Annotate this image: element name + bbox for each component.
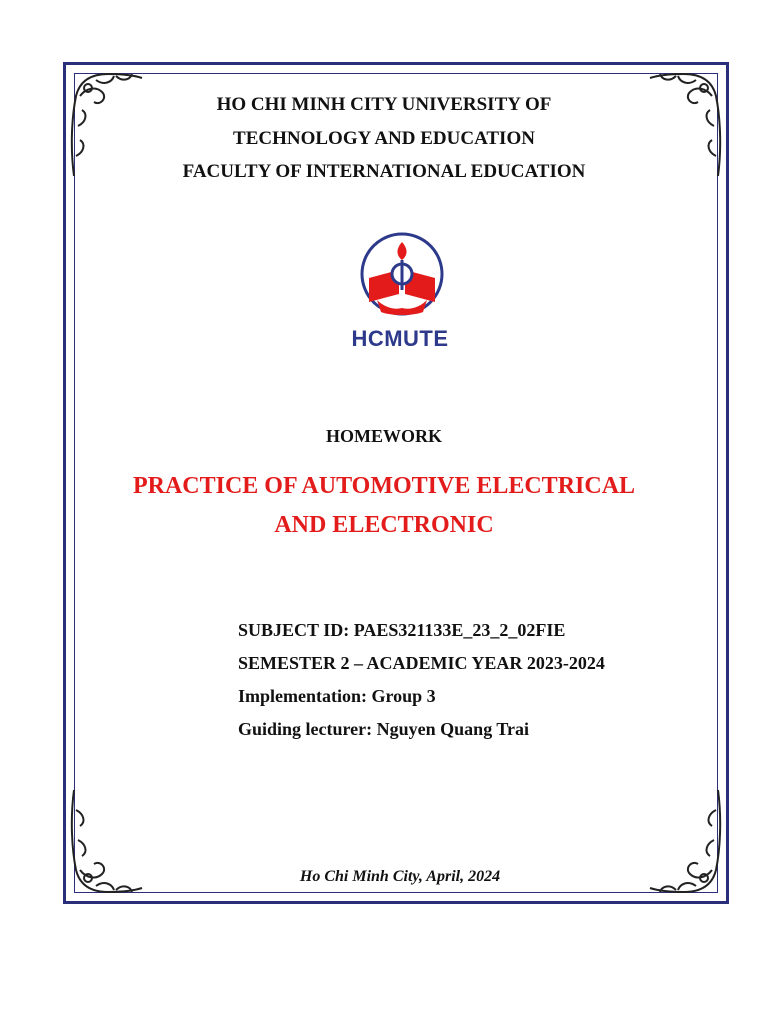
- subject-id: SUBJECT ID: PAES321133E_23_2_02FIE: [238, 620, 566, 640]
- faculty-name: FACULTY OF INTERNATIONAL EDUCATION: [182, 161, 586, 182]
- university-name-line1: HO CHI MINH CITY UNIVERSITY OF: [216, 94, 552, 115]
- implementation-info: Implementation: Group 3: [238, 686, 436, 706]
- document-title-line1: PRACTICE OF AUTOMOTIVE ELECTRICAL: [132, 473, 636, 499]
- lecturer-info: Guiding lecturer: Nguyen Quang Trai: [238, 719, 530, 739]
- place-and-date: Ho Chi Minh City, April, 2024: [299, 868, 501, 885]
- university-name-line2: TECHNOLOGY AND EDUCATION: [233, 128, 535, 149]
- document-type: HOMEWORK: [326, 426, 442, 446]
- semester-info: SEMESTER 2 – ACADEMIC YEAR 2023-2024: [238, 653, 605, 673]
- document-title-line2: AND ELECTRONIC: [274, 512, 494, 538]
- logo-text: HCMUTE: [351, 326, 449, 351]
